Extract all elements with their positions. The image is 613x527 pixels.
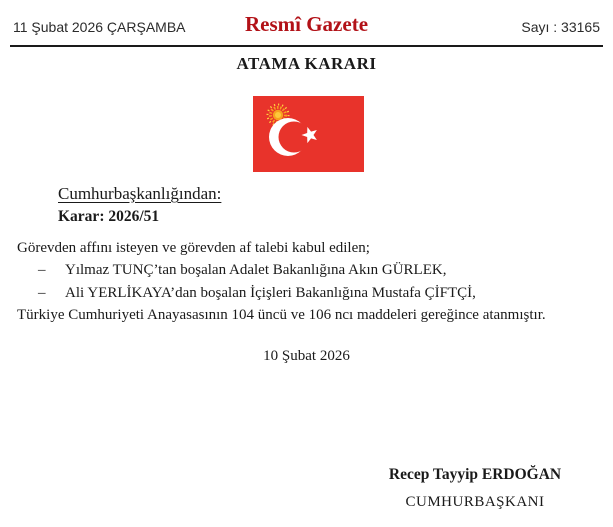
item-dash: – <box>38 262 46 278</box>
crescent-inner <box>279 122 310 153</box>
signature-block <box>330 0 613 527</box>
masthead-title: Resmî Gazete <box>244 12 369 36</box>
decree-number: Karar: 2026/51 <box>58 208 160 225</box>
header-issue-number: Sayı : 33165 <box>521 19 600 35</box>
issuing-authority: Cumhurbaşkanlığından: <box>58 184 222 203</box>
signatory-name: Recep Tayyip ERDOĞAN <box>388 466 562 483</box>
header-date: 11 Şubat 2026 ÇARŞAMBA <box>13 19 186 35</box>
decree-date: 10 Şubat 2026 <box>263 348 350 364</box>
item-dash: – <box>38 285 46 301</box>
decree-intro: Görevden affını isteyen ve görevden af talebi kabul edilen; <box>17 240 370 256</box>
item-text: Yılmaz TUNÇ’tan boşalan Adalet Bakanlığına Akın GÜRLEK, <box>65 262 447 278</box>
document-title: ATAMA KARARI <box>236 54 377 73</box>
item-text: Ali YERLİKAYA’dan boşalan İçişleri Bakanlığına Mustafa ÇİFTÇİ, <box>65 285 476 301</box>
signatory-title: CUMHURBAŞKANI <box>405 494 545 510</box>
decree-closing: Türkiye Cumhuriyeti Anayasasının 104 üncü ve 106 ncı maddeleri gereğince atanmıştır. <box>17 307 546 323</box>
